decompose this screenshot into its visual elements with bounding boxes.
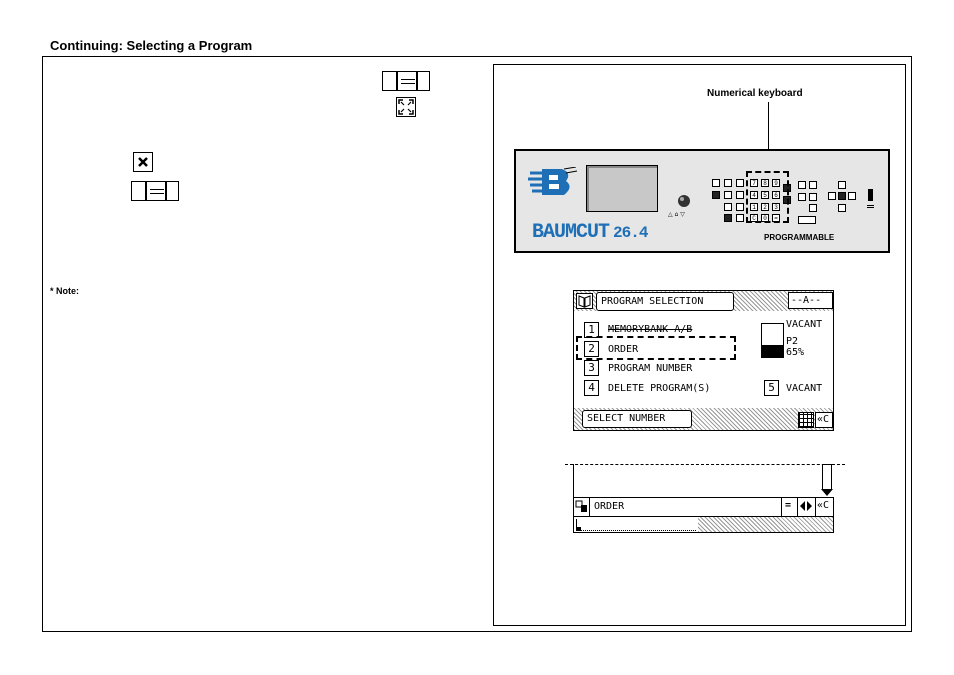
screen-title-box (596, 292, 734, 311)
memory-gauge (761, 323, 784, 358)
percent-label: 65% (786, 347, 805, 358)
keypad-key: 0 (761, 214, 769, 222)
equal-key-icon (131, 181, 179, 201)
vacant-label-top: VACANT (786, 319, 823, 330)
machine-key (809, 181, 817, 189)
machine-key (736, 191, 744, 199)
machine-key (838, 181, 846, 189)
select-number-prompt: SELECT NUMBER (587, 413, 666, 424)
machine-key (724, 179, 732, 187)
equal-key-icon (382, 71, 430, 91)
keypad-key: 6 (772, 191, 780, 199)
machine-key (838, 192, 846, 200)
equal-marker (867, 205, 874, 208)
knob-scale: △ ⌂ ▽ (668, 211, 685, 218)
keypad-key: 9 (772, 179, 780, 187)
machine-key (809, 193, 817, 201)
machine-key (798, 216, 816, 224)
page-heading: Continuing: Selecting a Program (50, 38, 253, 53)
cancel-x-icon (133, 152, 153, 172)
baumcut-logo-icon (528, 167, 578, 197)
machine-key (724, 191, 732, 199)
keypad-key: C (750, 214, 758, 222)
menu-item-order[interactable]: ORDER (608, 344, 639, 355)
program-selection-screen (573, 290, 834, 431)
machine-key (712, 179, 720, 187)
left-right-arrows-button[interactable] (797, 498, 815, 516)
item-number-1[interactable]: 1 (584, 322, 599, 338)
screen-title: PROGRAM SELECTION (601, 296, 704, 307)
machine-key (848, 192, 856, 200)
dashed-separator (565, 464, 845, 465)
item-number-3[interactable]: 3 (584, 360, 599, 376)
back-clear-label: «C (817, 414, 830, 425)
machine-key (736, 179, 744, 187)
machine-key (798, 181, 806, 189)
machine-key (712, 191, 720, 199)
input-bg-hatch (698, 517, 833, 532)
programmable-label: PROGRAMMABLE (764, 233, 835, 242)
order-input-field[interactable] (576, 519, 696, 531)
switch-icon (868, 189, 873, 201)
order-field-label: ORDER (594, 501, 625, 512)
machine-key (838, 204, 846, 212)
machine-key (809, 204, 817, 212)
machine-control-panel (514, 149, 890, 253)
menu-item-delete-programs[interactable]: DELETE PROGRAM(S) (608, 383, 711, 394)
text-cursor (577, 527, 581, 531)
order-input-screen (573, 497, 834, 533)
item-number-5[interactable]: 5 (764, 380, 779, 396)
mode-text: --A-- (791, 295, 822, 306)
scroll-marker (822, 464, 832, 490)
menu-item-memorybank[interactable]: MEMORYBANK A/B (608, 324, 693, 335)
order-highlight (576, 336, 736, 360)
keypad-key: 3 (772, 203, 780, 211)
keypad-key: 2 (761, 203, 769, 211)
keypad-key: = (772, 214, 780, 222)
book-icon (576, 293, 593, 309)
machine-key (798, 193, 806, 201)
p2-label: P2 (786, 336, 799, 347)
keypad-key: 5 (761, 191, 769, 199)
keypad-key: 7 (750, 179, 758, 187)
numerical-keyboard-highlight (746, 171, 789, 223)
brand-logo-text: BAUMCUT 26.4 (532, 221, 648, 244)
equal-label: = (785, 500, 792, 511)
down-triangle-icon (821, 489, 833, 497)
memory-gauge-fill (762, 345, 783, 357)
item-number-2[interactable]: 2 (584, 341, 599, 357)
order-icon (574, 498, 590, 516)
grid-icon[interactable] (798, 412, 814, 428)
back-clear-button[interactable] (815, 498, 834, 516)
knob-icon (676, 193, 692, 209)
expand-icon (396, 97, 416, 117)
lcd2-left-edge (573, 464, 574, 498)
machine-display (586, 165, 658, 212)
machine-key (724, 203, 732, 211)
mode-indicator (788, 292, 833, 309)
machine-key (736, 214, 744, 222)
footer-box (582, 410, 692, 428)
left-right-arrows-icon (798, 498, 814, 514)
vacant-label-5: VACANT (786, 383, 823, 394)
equal-button[interactable] (781, 498, 797, 516)
menu-item-program-number[interactable]: PROGRAM NUMBER (608, 363, 693, 374)
back-clear-button[interactable] (815, 412, 833, 428)
machine-key (828, 192, 836, 200)
back-clear-label: «C (817, 500, 830, 511)
note-label: * Note: (50, 286, 79, 296)
numerical-keyboard-callout: Numerical keyboard (707, 88, 803, 99)
machine-key (736, 203, 744, 211)
keypad-key: 8 (761, 179, 769, 187)
keypad-key: 4 (750, 191, 758, 199)
keypad-key: 1 (750, 203, 758, 211)
machine-key (724, 214, 732, 222)
item-number-4[interactable]: 4 (584, 380, 599, 396)
